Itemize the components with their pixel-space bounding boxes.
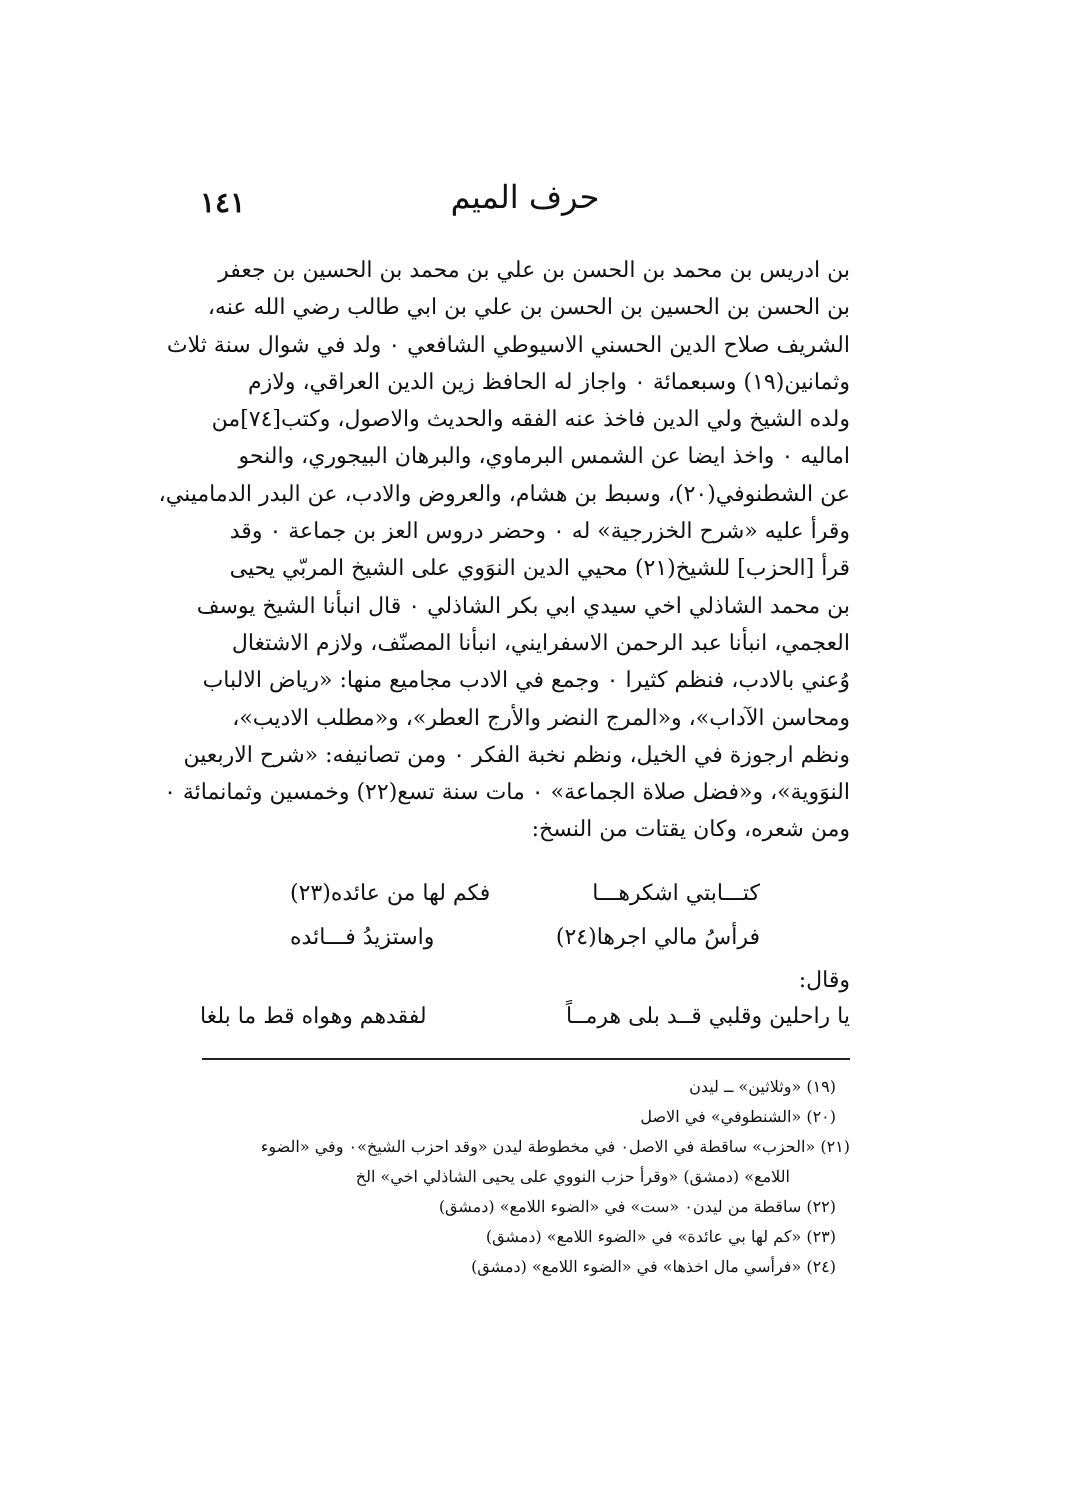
- footnote: (٢١) «الحزب» ساقطة في الاصل٠ في مخطوطة ليدن «وقد احزب الشيخ»٠ وفي «الضوء: [260, 1137, 850, 1156]
- verse-first-hemistich: يا راحلين وقلبي قــد بلى هرمــاً: [565, 1004, 850, 1029]
- verse-first-hemistich: كتـــابتي اشكرهـــا: [592, 881, 760, 906]
- text-line: ونظم ارجوزة في الخيل، ونظم نخبة الفكر ٠ ومن تصانيفه: «شرح الاربعين: [183, 742, 850, 768]
- text-line: وقرأ عليه «شرح الخزرجية» له ٠ وحضر دروس العز بن جماعة ٠ وقد: [229, 519, 850, 545]
- text-line: بن الحسن بن الحسين بن الحسن بن علي بن ابي طالب رضي الله عنه،: [207, 295, 850, 321]
- page-header: [200, 178, 850, 228]
- footnote-divider: [202, 1058, 850, 1060]
- footnotes: [200, 1072, 850, 1282]
- text-line: العجمي، انبأنا عبد الرحمن الاسفرايني، انبأنا المصنّف، ولازم الاشتغال: [231, 630, 850, 656]
- verse-line: [200, 1004, 850, 1029]
- main-text: [158, 252, 850, 849]
- poem-intro: وقال:: [798, 968, 850, 993]
- text-line: النوَوية»، و«فضل صلاة الجماعة» ٠ مات سنة تسع(٢٢) وخمسين وثمانمائة ٠: [164, 780, 850, 806]
- footnote: (٢٢) ساقطة من ليدن٠ «ست» في «الضوء اللامع» (دمشق): [438, 1197, 836, 1216]
- verse-line: [290, 872, 760, 916]
- text-line: ولده الشيخ ولي الدين فاخذ عنه الفقه والحديث والاصول، وكتب[٧٤]من: [211, 407, 850, 433]
- text-line: بن ادريس بن محمد بن الحسن بن علي بن محمد بن الحسين بن جعفر: [218, 258, 850, 283]
- verse-second-hemistich: لفقدهم وهواه قط ما بلغا: [200, 1004, 427, 1029]
- text-line: اماليه ٠ واخذ ايضا عن الشمس البرماوي، والبرهان البيجوري، والنحو: [238, 444, 850, 470]
- verse-second-hemistich: واستزيدُ فـــائده: [290, 925, 435, 950]
- footnote-continuation: اللامع» (دمشق) «وقرأ حزب النووي على يحيى الشاذلي اخي» الخ: [355, 1167, 790, 1186]
- text-line: وُعني بالادب، فنظم كثيرا ٠ وجمع في الادب مجاميع منها: «رياض الالباب: [202, 668, 850, 694]
- verse-line: [290, 916, 760, 960]
- footnote: (٢٤) «فرأسي مال اخذها» في «الضوء اللامع» (دمشق): [471, 1257, 836, 1276]
- footnote: (٢٣) «كم لها بي عائدة» في «الضوء اللامع» (دمشق): [485, 1227, 836, 1246]
- page-number: ١٤١: [200, 186, 246, 219]
- text-line: بن محمد الشاذلي اخي سيدي ابي بكر الشاذلي ٠ قال انبأنا الشيخ يوسف: [196, 593, 850, 619]
- text-line: ومحاسن الآداب»، و«المرج النضر والأرج العطر»، و«مطلب الاديب»،: [232, 705, 850, 731]
- verse-second-hemistich: فكم لها من عائده(٢٣): [290, 881, 491, 906]
- verse-first-hemistich: فرأسُ مالي اجرها(٢٤): [555, 925, 760, 950]
- text-line: ومن شعره، وكان يقتات من النسخ:: [531, 817, 850, 843]
- text-line: الشريف صلاح الدين الحسني الاسيوطي الشافعي ٠ ولد في شوال سنة ثلاث: [166, 332, 850, 358]
- running-title: حرف الميم: [450, 178, 600, 216]
- text-line: عن الشطنوفي(٢٠)، وسبط بن هشام، والعروض والادب، عن البدر الدماميني،: [158, 481, 850, 507]
- footnote: (٢٠) «الشنطوفي» في الاصل: [640, 1107, 836, 1126]
- footnote: (١٩) «وثلاثين» ــ ليدن: [689, 1077, 836, 1096]
- text-line: قرأ [الحزب] للشيخ(٢١) محيي الدين النوَوي على الشيخ المربّي يحيى: [229, 556, 850, 582]
- poem-verses: [290, 872, 760, 960]
- text-line: وثمانين(١٩) وسبعمائة ٠ واجاز له الحافظ زين الدين العراقي، ولازم: [248, 369, 850, 395]
